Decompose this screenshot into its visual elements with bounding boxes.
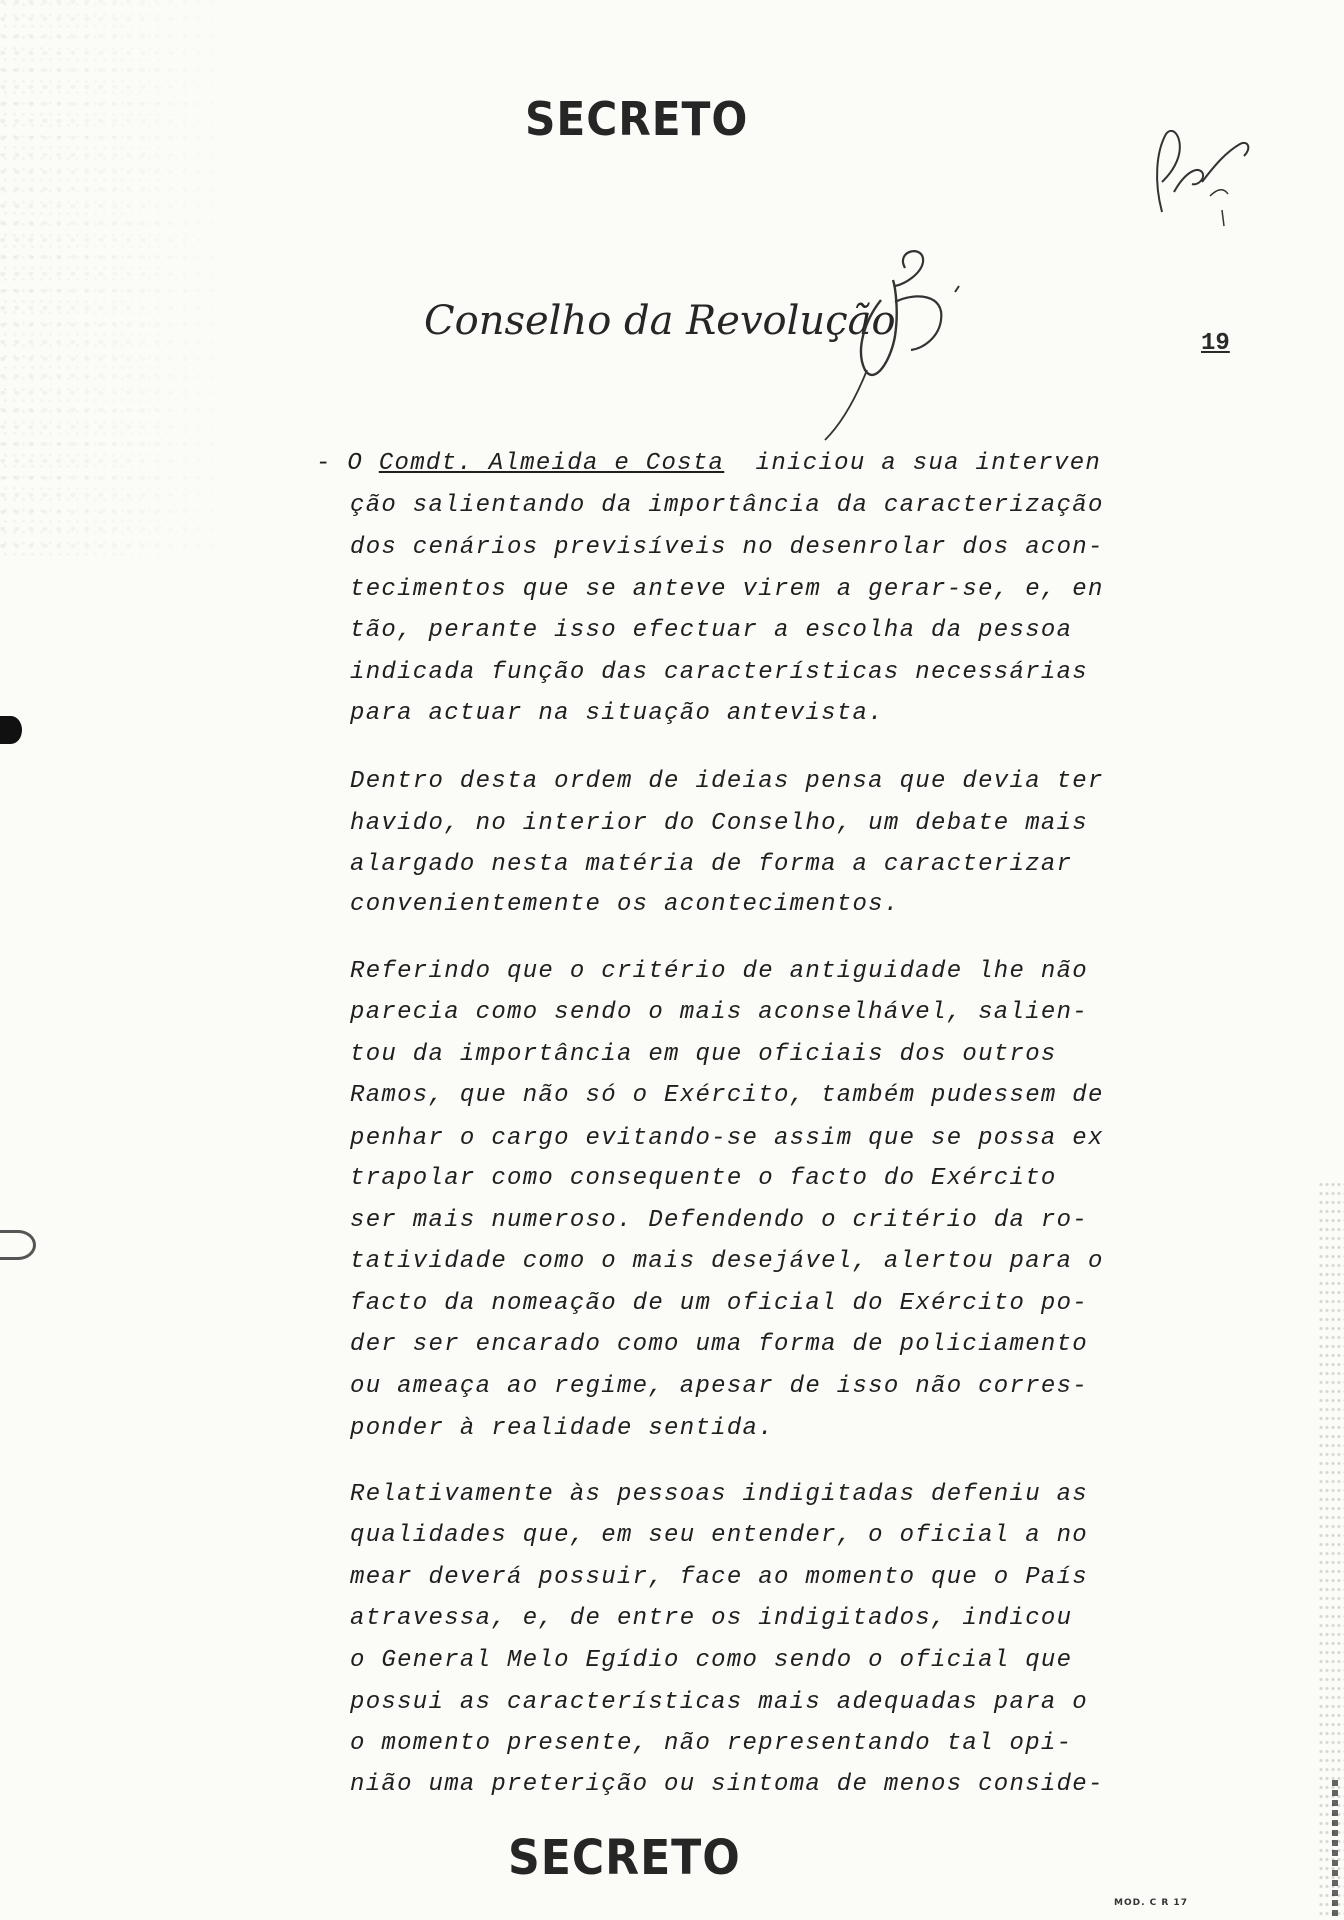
text-line: Referindo que o critério de antiguidade lhe não — [350, 958, 1089, 985]
text-line: ser mais numeroso. Defendendo o critério da ro- — [350, 1207, 1089, 1234]
text-line: tatividade como o mais desejável, alertou para o — [350, 1248, 1104, 1275]
text-line: trapolar como consequente o facto do Exército — [350, 1165, 1057, 1192]
text-line: der ser encarado como uma forma de policiamento — [350, 1331, 1089, 1358]
text-line: possui as características mais adequadas para o — [350, 1689, 1089, 1716]
text-line: havido, no interior do Conselho, um debate mais — [350, 810, 1089, 837]
text-line: indicada função das características necessárias — [350, 659, 1089, 686]
page-number: 19 — [1201, 330, 1230, 357]
text-line: mear deverá possuir, face ao momento que o País — [350, 1564, 1089, 1591]
text-line: alargado nesta matéria de forma a caracterizar — [350, 851, 1073, 878]
text-line: tecimentos que se anteve virem a gerar-se, e, en — [350, 576, 1104, 603]
text-line: tou da importância em que oficiais dos outros — [350, 1041, 1057, 1068]
text-line: o General Melo Egídio como sendo o oficial que — [350, 1647, 1073, 1674]
text-line: ponder à realidade sentida. — [350, 1415, 774, 1442]
text-line: convenientemente os acontecimentos. — [350, 891, 900, 918]
text-line: facto da nomeação de um oficial do Exército po- — [350, 1290, 1089, 1317]
secret-stamp-bottom: SECRETO — [508, 1830, 741, 1886]
text-line: qualidades que, em seu entender, o oficial a no — [350, 1522, 1089, 1549]
text-line: penhar o cargo evitando-se assim que se possa ex — [350, 1125, 1104, 1152]
dash-lead: - O — [316, 450, 379, 477]
text-line: ção salientando da importância da caracterização — [350, 492, 1104, 519]
text-line: Relativamente às pessoas indigitadas defeniu as — [350, 1481, 1089, 1508]
text-line: ou ameaça ao regime, apesar de isso não corres- — [350, 1373, 1089, 1400]
speaker-name: Comdt. Almeida e Costa — [378, 450, 725, 477]
text-line: nião uma preterição ou sintoma de menos conside- — [350, 1771, 1104, 1798]
text-line: Ramos, que não só o Exército, também pudessem de — [350, 1082, 1104, 1109]
secret-stamp-top: SECRETO — [525, 92, 749, 146]
text-line: o momento presente, não representando tal opi- — [350, 1730, 1073, 1757]
letterhead-title: Conselho da Revolução — [424, 298, 896, 344]
form-code: MOD. C R 17 — [1114, 1898, 1188, 1908]
text-line: dos cenários previsíveis no desenrolar dos acon- — [350, 534, 1104, 561]
text-line: tão, perante isso efectuar a escolha da pessoa — [350, 617, 1073, 644]
text-line: para actuar na situação antevista. — [350, 700, 884, 727]
text-line: atravessa, e, de entre os indigitados, indicou — [350, 1605, 1073, 1632]
text-line: parecia como sendo o mais aconselhável, salien- — [350, 999, 1089, 1026]
text-line — [316, 452, 1101, 476]
text-run: iniciou a sua interven — [724, 450, 1102, 477]
text-line: Dentro desta ordem de ideias pensa que devia ter — [350, 768, 1104, 795]
